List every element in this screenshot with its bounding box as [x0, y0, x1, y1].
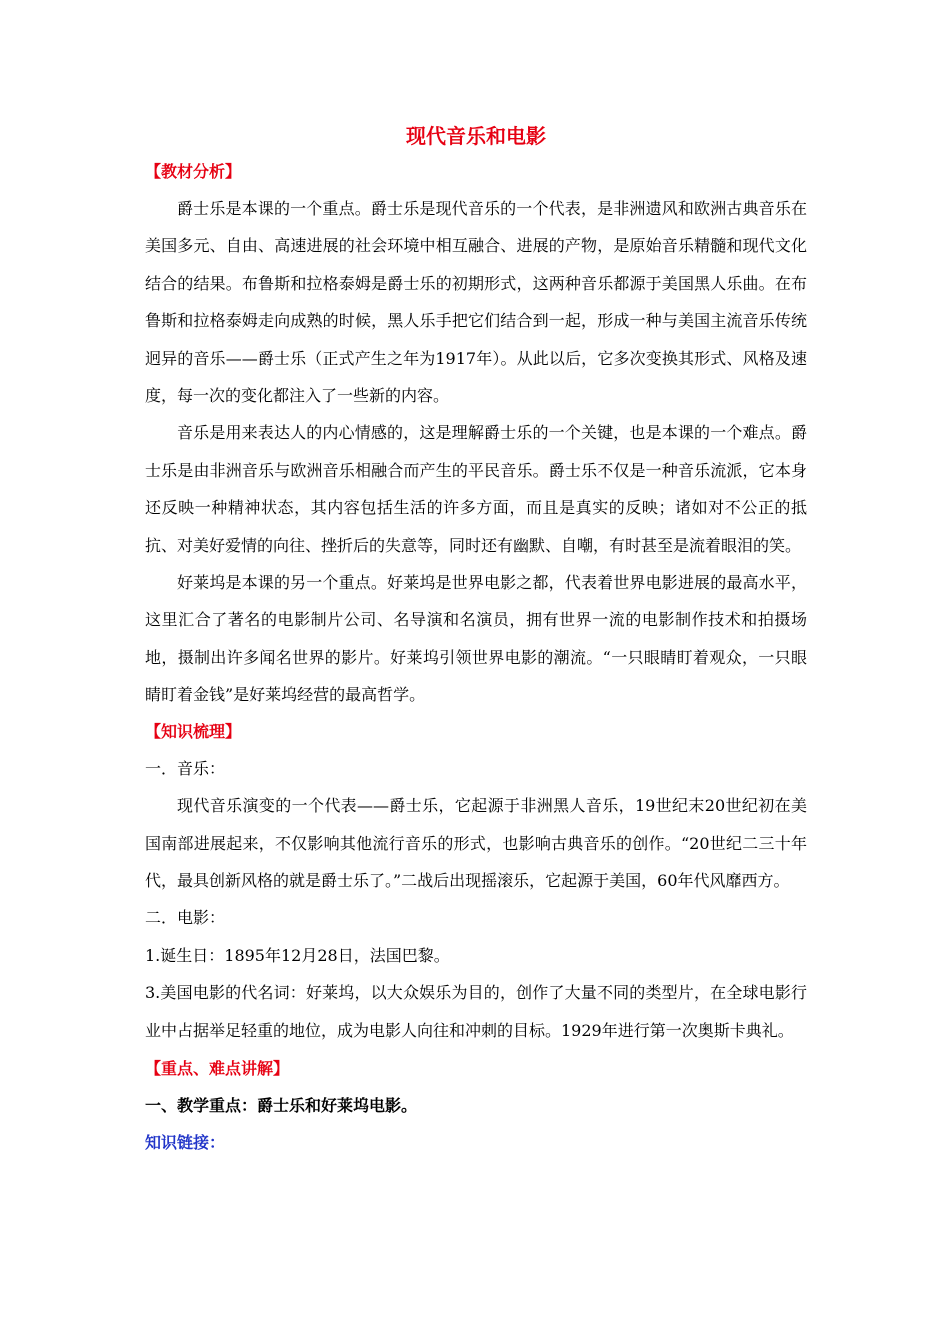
document-title: 现代音乐和电影	[406, 124, 546, 148]
paragraph-jazz-intro: 爵士乐是本课的一个重点。爵士乐是现代音乐的一个代表，是非洲遗风和欧洲古典音乐在美国多元、自由、高速进展的社会环境中相互融合、进展的产物，是原始音乐精髓和现代文化结合的结果。布鲁斯和拉格泰姆是爵士乐的初期形式，这两种音乐都源于美国黑人乐曲。在布鲁斯和拉格泰姆走向成熟的时候，黑人乐手把它们结合到一起，形成一种与美国主流音乐传统迥异的音乐——爵士乐（正式产生之年为1917年）。从此以后，它多次变换其形式、风格及速度，每一次的变化都注入了一些新的内容。	[145, 199, 807, 406]
section-heading-textbook-analysis: 【教材分析】	[145, 162, 242, 181]
film-item-birth: 1.诞生日：1895年12月28日，法国巴黎。	[145, 945, 450, 965]
film-item-hollywood: 3.美国电影的代名词：好莱坞，以大众娱乐为目的，创作了大量不同的类型片，在全球电影行业中占据举足轻重的地位，成为电影人向往和冲刺的目标。1929年进行第一次奥斯卡典礼。	[145, 983, 807, 1040]
paragraph-hollywood: 好莱坞是本课的另一个重点。好莱坞是世界电影之都，代表着世界电影进展的最高水平，这里汇合了著名的电影制片公司、名导演和名演员，拥有世界一流的电影制作技术和拍摄场地，摄制出许多闻名世界的影片。好莱坞引领世界电影的潮流。“一只眼睛盯着观众，一只眼睛盯着金钱”是好莱坞经营的最高哲学。	[145, 573, 807, 705]
subheading-music: 一．音乐：	[145, 758, 226, 778]
key-point-line: 一、教学重点：爵士乐和好莱坞电影。	[145, 1095, 418, 1115]
knowledge-link-label: 知识链接：	[145, 1132, 226, 1152]
paragraph-jazz-emotion: 音乐是用来表达人的内心情感的，这是理解爵士乐的一个关键，也是本课的一个难点。爵士乐是由非洲音乐与欧洲音乐相融合而产生的平民音乐。爵士乐不仅是一种音乐流派，它本身还反映一种精神状态，其内容包括生活的许多方面，而且是真实的反映；诸如对不公正的抵抗、对美好爱情的向往、挫折后的失意等，同时还有幽默、自嘲，有时甚至是流着眼泪的笑。	[145, 423, 807, 555]
paragraph-music: 现代音乐演变的一个代表——爵士乐，它起源于非洲黑人音乐，19世纪末20世纪初在美国南部进展起来，不仅影响其他流行音乐的形式，也影响古典音乐的创作。“20世纪二三十年代，最具创新风格的就是爵士乐了。”二战后出现摇滚乐，它起源于美国，60年代风靡西方。	[145, 796, 807, 890]
section-heading-knowledge-review: 【知识梳理】	[145, 721, 242, 741]
subheading-film: 二．电影：	[145, 908, 226, 928]
document-page	[145, 118, 807, 1161]
section-heading-key-difficult-points: 【重点、难点讲解】	[145, 1058, 290, 1078]
